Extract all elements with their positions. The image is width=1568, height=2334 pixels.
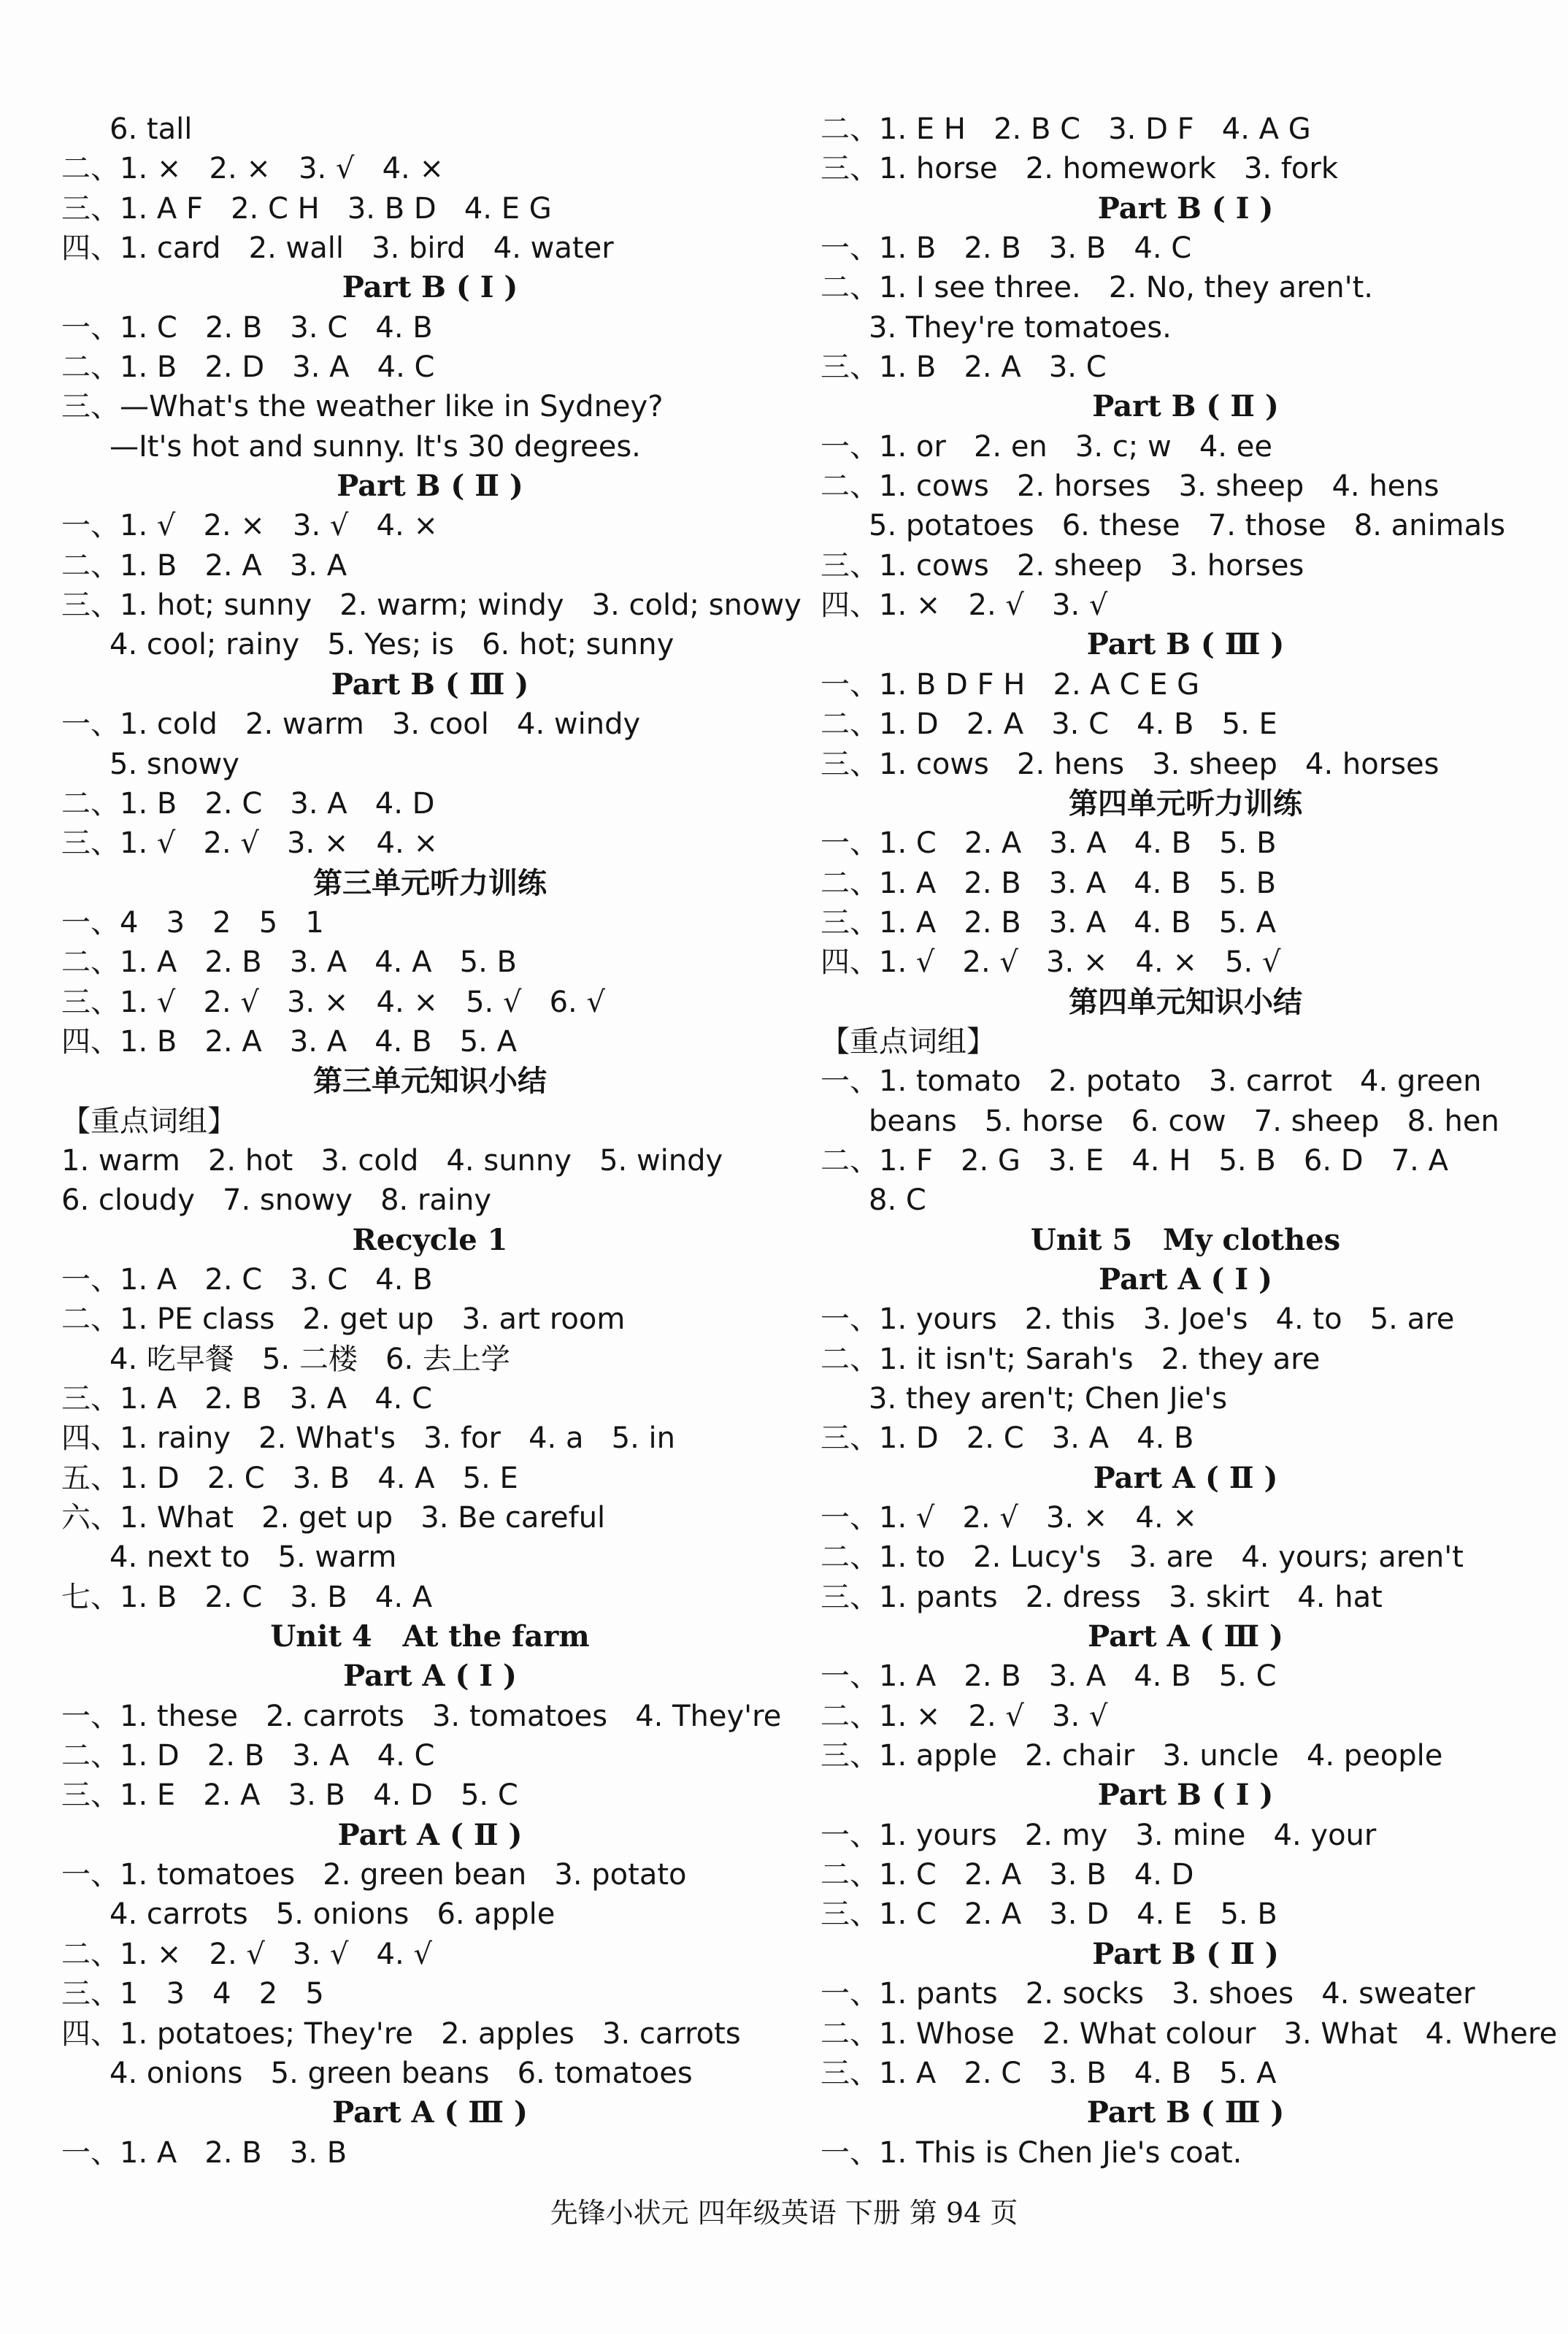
answer-line: 一、4 3 2 5 1 [61, 905, 324, 940]
answer-line: 6. cloudy 7. snowy 8. rainy [61, 1183, 492, 1218]
answer-line: 二、1. cows 2. horses 3. sheep 4. hens [820, 469, 1440, 504]
section-heading: Part B ( Ⅲ ) [1086, 627, 1285, 662]
answer-line: 三、1. D 2. C 3. A 4. B [820, 1421, 1194, 1456]
answer-line: 二、1. × 2. √ 3. √ [820, 1699, 1108, 1733]
answer-line: 一、1. A 2. C 3. C 4. B [61, 1262, 433, 1297]
answer-line: 一、1. pants 2. socks 3. shoes 4. sweater [820, 1977, 1475, 2011]
section-heading: Unit 4 At the farm [270, 1619, 590, 1654]
answer-line: 二、1. D 2. A 3. C 4. B 5. E [820, 707, 1277, 742]
answer-line: 二、1. PE class 2. get up 3. art room [61, 1302, 626, 1337]
answer-line: 一、1. tomatoes 2. green bean 3. potato [61, 1858, 687, 1892]
section-heading: 第三单元知识小结 [313, 1064, 547, 1099]
section-heading: 第三单元听力训练 [313, 865, 547, 900]
answer-line: 一、1. C 2. A 3. A 4. B 5. B [820, 826, 1277, 861]
section-heading: Part A ( Ⅲ ) [1088, 1619, 1283, 1654]
section-heading: Part B ( Ⅱ ) [1092, 389, 1279, 424]
answer-line: 四、1. rainy 2. What's 3. for 4. a 5. in [61, 1421, 675, 1456]
answer-line: 一、1. tomato 2. potato 3. carrot 4. green [820, 1064, 1482, 1099]
answer-line: 一、1. B D F H 2. A C E G [820, 667, 1200, 702]
answer-line: 二、1. × 2. × 3. √ 4. × [61, 152, 444, 186]
section-heading: Unit 5 My clothes [1030, 1222, 1341, 1257]
answer-line: 二、1. C 2. A 3. B 4. D [820, 1858, 1194, 1892]
answer-line: 5. potatoes 6. these 7. those 8. animals [869, 509, 1506, 543]
answer-line: 二、1. E H 2. B C 3. D F 4. A G [820, 112, 1311, 146]
answer-line: 三、1. A 2. B 3. A 4. C [61, 1382, 433, 1416]
answer-line: 一、1. A 2. B 3. A 4. B 5. C [820, 1659, 1277, 1694]
answer-line: 三、1. A 2. B 3. A 4. B 5. A [820, 905, 1276, 940]
answer-line: 4. carrots 5. onions 6. apple [109, 1897, 556, 1932]
answer-line: 四、1. √ 2. √ 3. × 4. × 5. √ [820, 945, 1281, 980]
answer-line: 三、1 3 4 2 5 [61, 1977, 324, 2011]
answer-line: 一、1. cold 2. warm 3. cool 4. windy [61, 707, 641, 742]
answer-line: 二、1. Whose 2. What colour 3. What 4. Where [820, 2016, 1558, 2051]
answer-line: 四、1. potatoes; They're 2. apples 3. carrots [61, 2016, 741, 2051]
answer-line: 4. 吃早餐 5. 二楼 6. 去上学 [109, 1342, 510, 1376]
answer-line: 二、1. D 2. B 3. A 4. C [61, 1739, 435, 1773]
answer-line: 三、1. apple 2. chair 3. uncle 4. people [820, 1739, 1443, 1773]
answer-line: 七、1. B 2. C 3. B 4. A [61, 1580, 433, 1614]
section-heading: Part B ( Ⅲ ) [1086, 2095, 1285, 2130]
section-heading: Part A ( Ⅰ ) [343, 1659, 517, 1694]
right-column [820, 110, 1558, 2173]
answer-line: 六、1. What 2. get up 3. Be careful [61, 1501, 606, 1535]
answer-line: 一、1. A 2. B 3. B [61, 2135, 347, 2170]
section-heading: 第四单元知识小结 [1069, 984, 1302, 1019]
answer-line: 二、1. B 2. C 3. A 4. D [61, 786, 435, 821]
answer-line: 五、1. D 2. C 3. B 4. A 5. E [61, 1461, 518, 1495]
answer-line: 三、1. A 2. C 3. B 4. B 5. A [820, 2056, 1277, 2090]
answer-line: 4. onions 5. green beans 6. tomatoes [109, 2056, 693, 2090]
answer-line: 一、1. yours 2. this 3. Joe's 4. to 5. are [820, 1302, 1455, 1337]
page-footer: 先锋小状元 四年级英语 下册 第 94 页 [550, 2197, 1018, 2229]
answer-line: 一、1. This is Chen Jie's coat. [820, 2135, 1242, 2170]
answer-line: 三、1. B 2. A 3. C [820, 350, 1107, 385]
answer-line: 4. cool; rainy 5. Yes; is 6. hot; sunny [109, 628, 675, 662]
left-column [61, 110, 802, 2173]
section-heading: Part B ( Ⅰ ) [1097, 191, 1274, 226]
answer-line: 二、1. B 2. A 3. A [61, 548, 347, 583]
answer-line: 二、1. F 2. G 3. E 4. H 5. B 6. D 7. A [820, 1143, 1448, 1178]
answer-line: 一、1. or 2. en 3. c; w 4. ee [820, 429, 1272, 464]
answer-line: 一、1. these 2. carrots 3. tomatoes 4. They're [61, 1699, 782, 1733]
answer-line: 二、1. it isn't; Sarah's 2. they are [820, 1342, 1321, 1376]
answer-line: 1. warm 2. hot 3. cold 4. sunny 5. windy [61, 1143, 723, 1178]
answer-line: 四、1. B 2. A 3. A 4. B 5. A [61, 1024, 517, 1059]
answer-line: —It's hot and sunny. It's 30 degrees. [109, 429, 641, 464]
answer-line: 5. snowy [109, 747, 239, 781]
section-heading: Part A ( Ⅰ ) [1099, 1262, 1272, 1297]
answer-line: 三、1. √ 2. √ 3. × 4. × [61, 826, 438, 861]
answer-line: 3. They're tomatoes. [869, 310, 1172, 345]
answer-line: 【重点词组】 [61, 1104, 237, 1138]
section-heading: Part B ( Ⅱ ) [1092, 1936, 1279, 1971]
answer-line: 三、1. E 2. A 3. B 4. D 5. C [61, 1778, 518, 1813]
answer-line: 4. next to 5. warm [109, 1540, 397, 1575]
answer-line: beans 5. horse 6. cow 7. sheep 8. hen [869, 1104, 1499, 1138]
answer-line: 三、1. A F 2. C H 3. B D 4. E G [61, 191, 552, 226]
section-heading: Recycle 1 [352, 1222, 508, 1257]
answer-line: 6. tall [109, 112, 193, 146]
section-heading: Part A ( Ⅱ ) [1093, 1460, 1278, 1495]
answer-line: 二、1. × 2. √ 3. √ 4. √ [61, 1937, 432, 1971]
answer-line: 8. C [869, 1183, 926, 1218]
answer-line: 三、1. √ 2. √ 3. × 4. × 5. √ 6. √ [61, 985, 605, 1019]
answer-line: 一、1. C 2. B 3. C 4. B [61, 310, 433, 345]
answer-line: 二、1. B 2. D 3. A 4. C [61, 350, 435, 385]
answer-line: 一、1. √ 2. √ 3. × 4. × [820, 1501, 1197, 1535]
answer-line: 三、1. cows 2. sheep 3. horses [820, 548, 1304, 583]
answer-line: 一、1. yours 2. my 3. mine 4. your [820, 1818, 1377, 1852]
answer-line: 二、1. to 2. Lucy's 3. are 4. yours; aren't [820, 1540, 1464, 1575]
answer-line: 二、1. A 2. B 3. A 4. B 5. B [820, 866, 1277, 900]
answer-line: 一、1. B 2. B 3. B 4. C [820, 231, 1192, 266]
section-heading: Part B ( Ⅰ ) [342, 270, 518, 305]
answer-line: 一、1. √ 2. × 3. √ 4. × [61, 509, 438, 543]
answer-line: 三、1. hot; sunny 2. warm; windy 3. cold; snowy [61, 588, 802, 623]
answer-line: 三、1. horse 2. homework 3. fork [820, 152, 1339, 186]
answer-line: 三、—What's the weather like in Sydney? [61, 390, 664, 424]
answer-line: 四、1. × 2. √ 3. √ [820, 588, 1108, 623]
section-heading: Part A ( Ⅱ ) [337, 1817, 523, 1852]
answer-line: 三、1. pants 2. dress 3. skirt 4. hat [820, 1580, 1383, 1614]
answer-line: 三、1. cows 2. hens 3. sheep 4. horses [820, 747, 1440, 781]
answer-line: 二、1. A 2. B 3. A 4. A 5. B [61, 945, 517, 980]
answer-line: 二、1. I see three. 2. No, they aren't. [820, 271, 1374, 305]
answer-line: 四、1. card 2. wall 3. bird 4. water [61, 231, 614, 266]
section-heading: Part B ( Ⅰ ) [1097, 1778, 1274, 1813]
answer-line: 三、1. C 2. A 3. D 4. E 5. B [820, 1897, 1277, 1932]
answer-line: 【重点词组】 [820, 1024, 996, 1059]
answer-line: 3. they aren't; Chen Jie's [869, 1382, 1228, 1416]
section-heading: Part A ( Ⅲ ) [332, 2095, 528, 2130]
section-heading: Part B ( Ⅱ ) [337, 469, 523, 504]
section-heading: 第四单元听力训练 [1069, 786, 1302, 821]
section-heading: Part B ( Ⅲ ) [331, 667, 529, 702]
